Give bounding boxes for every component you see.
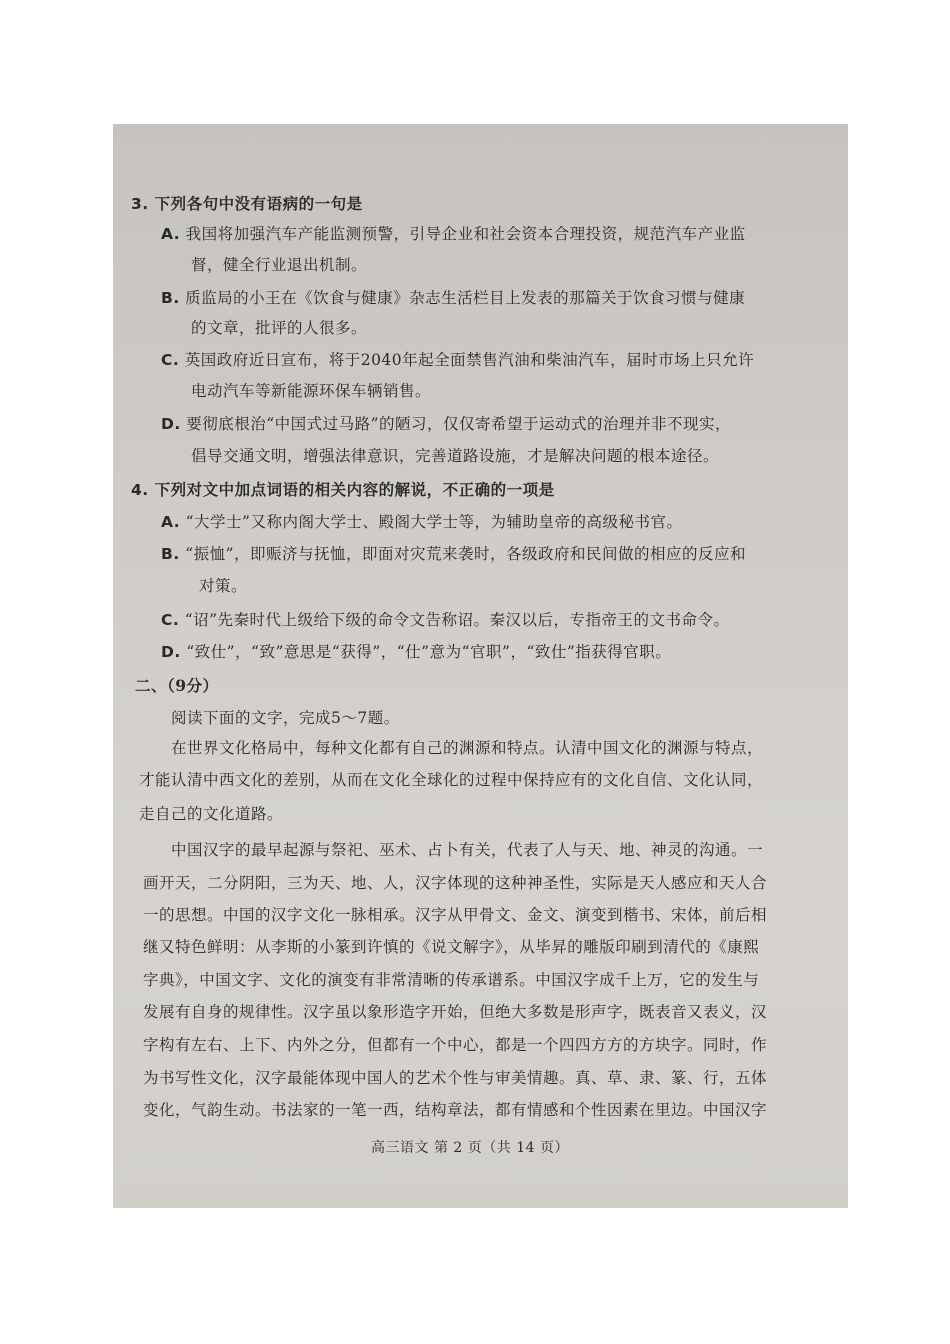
- question-3-option-b-line2: 的文章，批评的人很多。: [191, 319, 368, 337]
- question-3-option-c-line1: C. 英国政府近日宣布，将于2040年起全面禁售汽油和柴油汽车，届时市场上只允许: [161, 351, 755, 369]
- passage-p2-line5: 字典》，中国文字、文化的演变有非常清晰的传承谱系。中国汉字成千上万，它的发生与: [143, 971, 760, 989]
- passage-p2-line1: 中国汉字的最早起源与祭祀、巫术、占卜有关，代表了人与天、地、神灵的沟通。一: [171, 841, 764, 859]
- passage-p1-line1: 在世界文化格局中，每种文化都有自己的渊源和特点。认清中国文化的渊源与特点，: [171, 739, 764, 757]
- passage-p1-line3: 走自己的文化道路。: [139, 805, 284, 823]
- passage-p2-line8: 为书写性文化，汉字最能体现中国人的艺术个性与审美情趣。真、草、隶、篆、行，五体: [143, 1069, 768, 1087]
- passage-p2-line6: 发展有自身的规律性。汉字虽以象形造字开始，但绝大多数是形声字，既表音又表义，汉: [143, 1003, 768, 1021]
- question-3-stem: 3. 下列各句中没有语病的一句是: [131, 194, 363, 213]
- reading-instruction: 阅读下面的文字，完成5～7题。: [171, 709, 400, 727]
- passage-p2-line7: 字构有左右、上下、内外之分，但都有一个中心，都是一个四四方方的方块字。同时，作: [143, 1036, 768, 1054]
- passage-p2-line3: 一的思想。中国的汉字文化一脉相承。汉字从甲骨文、金文、演变到楷书、宋体，前后相: [143, 906, 768, 924]
- question-4-option-b-line2: 对策。: [199, 577, 248, 595]
- question-3-option-c-line2: 电动汽车等新能源环保车辆销售。: [191, 382, 432, 400]
- question-4-option-d-line1: D. “致仕”，“致”意思是“获得”，“仕”意为“官职”，“致仕”指获得官职。: [161, 643, 672, 661]
- question-3-option-a-line2: 督，健全行业退出机制。: [191, 256, 368, 274]
- section-2-heading: 二、（9分）: [135, 676, 219, 695]
- passage-p2-line2: 画开天，二分阴阳，三为天、地、人，汉字体现的这种神圣性，实际是天人感应和天人合: [143, 874, 768, 892]
- page-footer: 高三语文 第 2 页（共 14 页）: [371, 1140, 569, 1156]
- passage-p2-line4: 继又特色鲜明：从李斯的小篆到许慎的《说文解字》，从毕昇的雕版印刷到清代的《康熙: [143, 938, 760, 956]
- question-4-option-a-line1: A. “大学士”又称内阁大学士、殿阁大学士等，为辅助皇帝的高级秘书官。: [161, 513, 683, 531]
- question-3-option-d-line1: D. 要彻底根治“中国式过马路”的陋习，仅仅寄希望于运动式的治理并非不现实，: [161, 415, 732, 433]
- question-4-option-b-line1: B. “振恤”，即赈济与抚恤，即面对灾荒来袭时，各级政府和民间做的相应的反应和: [161, 545, 746, 563]
- question-3-option-a-line1: A. 我国将加强汽车产能监测预警，引导企业和社会资本合理投资，规范汽车产业监: [161, 225, 746, 243]
- question-4-option-c-line1: C. “诏”先秦时代上级给下级的命令文告称诏。秦汉以后，专指帝王的文书命令。: [161, 611, 730, 629]
- question-4-stem: 4. 下列对文中加点词语的相关内容的解说，不正确的一项是: [131, 480, 555, 499]
- passage-p2-line9: 变化，气韵生动。书法家的一笔一西，结构章法，都有情感和个性因素在里边。中国汉字: [143, 1101, 768, 1119]
- passage-p1-line2: 才能认清中西文化的差别，从而在文化全球化的过程中保持应有的文化自信、文化认同，: [139, 771, 764, 789]
- question-3-option-b-line1: B. 质监局的小王在《饮食与健康》杂志生活栏目上发表的那篇关于饮食习惯与健康: [161, 289, 746, 307]
- photographed-exam-page: [113, 124, 848, 1208]
- question-3-option-d-line2: 倡导交通文明，增强法律意识，完善道路设施，才是解决问题的根本途径。: [191, 447, 720, 465]
